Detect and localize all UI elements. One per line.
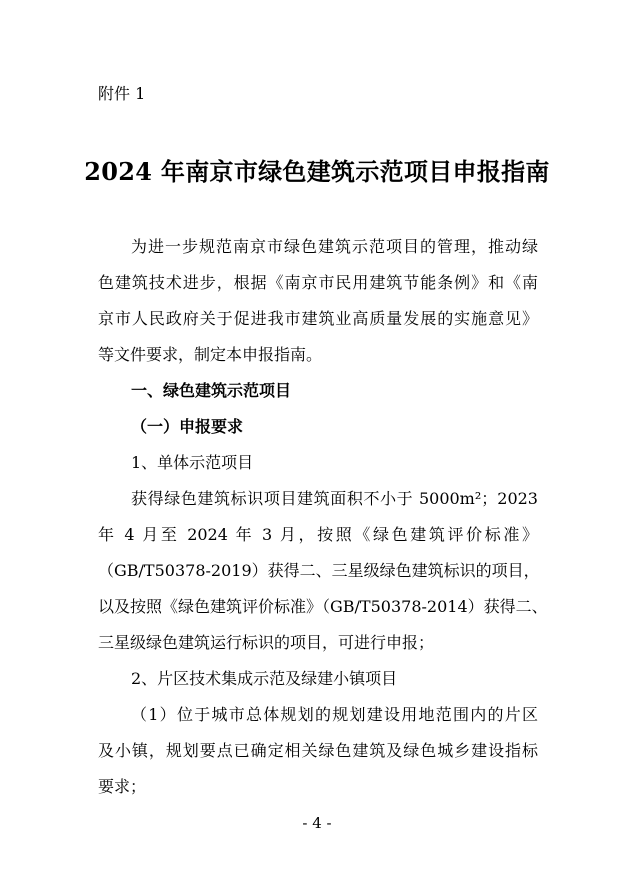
paragraph-line: （GB/T50378-2019）获得二、三星级绿色建筑标识的项目， [98,561,540,580]
section-heading: 一、绿色建筑示范项目 [131,381,292,400]
paragraph-line: 等文件要求，制定本申报指南。 [98,345,323,364]
document-title: 2024 年南京市绿色建筑示范项目申报指南 [84,157,550,186]
item-heading: 2、片区技术集成示范及绿建小镇项目 [131,669,398,688]
item-heading: 1、单体示范项目 [131,453,254,472]
page-number: - 4 - [302,814,332,832]
paragraph-line: 为进一步规范南京市绿色建筑示范项目的管理，推动绿 [131,237,538,256]
paragraph-line: 色建筑技术进步，根据《南京市民用建筑节能条例》和《南 [98,273,538,292]
subsection-heading: （一）申报要求 [131,417,244,436]
paragraph-line: （1）位于城市总体规划的规划建设用地范围内的片区 [131,705,538,724]
paragraph-line: 要求； [98,777,147,796]
paragraph-line: 京市人民政府关于促进我市建筑业高质量发展的实施意见》 [98,309,538,328]
paragraph-line: 及小镇，规划要点已确定相关绿色建筑及绿色城乡建设指标 [98,741,538,760]
paragraph-line: 获得绿色建筑标识项目建筑面积不小于 5000m²；2023 [131,489,538,508]
attachment-label: 附件 1 [98,84,146,103]
paragraph-line: 以及按照《绿色建筑评价标准》（GB/T50378-2014）获得二、 [98,597,548,616]
paragraph-line: 年 4 月至 2024 年 3 月，按照《绿色建筑评价标准》 [98,525,538,544]
paragraph-line: 三星级绿色建筑运行标识的项目，可进行申报； [98,633,435,652]
